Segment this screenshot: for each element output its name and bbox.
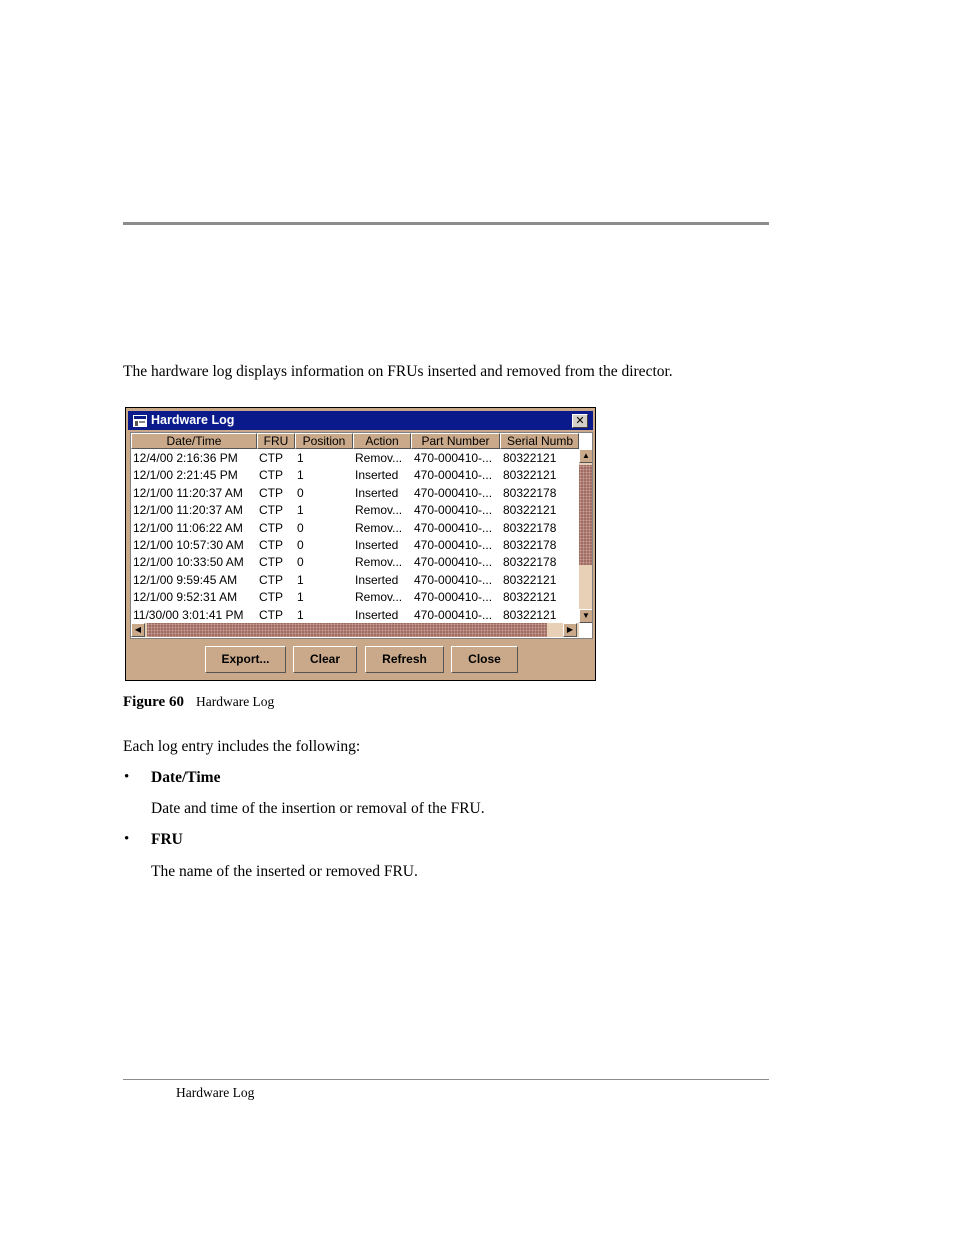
- table-cell: Inserted: [355, 468, 399, 483]
- table-cell: 1: [297, 607, 304, 622]
- table-cell: 11/30/00 3:01:41 PM: [133, 607, 244, 622]
- table-row[interactable]: [131, 572, 579, 589]
- log-table: [130, 432, 593, 639]
- vertical-scrollbar[interactable]: [579, 449, 593, 623]
- table-cell: 0: [297, 520, 304, 535]
- table-cell: CTP: [259, 451, 283, 465]
- table-cell: CTP: [259, 468, 283, 483]
- term-datetime: Date/Time: [151, 769, 221, 786]
- scroll-right-icon[interactable]: ▶: [563, 623, 577, 637]
- scroll-up-icon[interactable]: ▲: [579, 449, 593, 463]
- table-cell: 80322178: [503, 520, 557, 535]
- dialog-title: Hardware Log: [151, 413, 235, 427]
- bullet-icon: •: [124, 769, 130, 785]
- table-cell: 470-000410-...: [414, 555, 493, 570]
- entries-intro: Each log entry includes the following:: [123, 738, 361, 755]
- clear-button[interactable]: Clear: [293, 646, 357, 673]
- table-cell: Remov...: [355, 520, 403, 535]
- table-cell: CTP: [259, 555, 283, 570]
- table-cell: 470-000410-...: [414, 503, 493, 518]
- table-cell: 80322121: [503, 468, 557, 483]
- table-row[interactable]: [131, 520, 579, 537]
- bullet-icon: •: [124, 831, 130, 847]
- table-cell: 470-000410-...: [414, 572, 493, 587]
- table-cell: Remov...: [355, 451, 403, 465]
- table-cell: 470-000410-...: [414, 468, 493, 483]
- table-cell: 80322121: [503, 503, 557, 518]
- table-cell: 470-000410-...: [414, 607, 493, 622]
- table-cell: 80322121: [503, 607, 557, 622]
- table-cell: 0: [297, 485, 304, 500]
- column-header-serial-number[interactable]: Serial Numb: [500, 433, 579, 449]
- export-button[interactable]: Export...: [205, 646, 286, 673]
- footer-rule: [123, 1079, 769, 1080]
- term-fru: FRU: [151, 831, 183, 848]
- table-rows: [131, 450, 579, 624]
- table-cell: 12/1/00 11:20:37 AM: [133, 503, 243, 518]
- intro-paragraph: The hardware log displays information on FRUs inserted and removed from the director.: [123, 363, 673, 380]
- table-cell: 12/1/00 10:33:50 AM: [133, 555, 244, 570]
- table-cell: 470-000410-...: [414, 451, 493, 465]
- table-cell: 0: [297, 537, 304, 552]
- table-row[interactable]: [131, 467, 579, 484]
- table-cell: 470-000410-...: [414, 485, 493, 500]
- hardware-log-dialog: [125, 407, 596, 681]
- close-icon[interactable]: ✕: [572, 414, 588, 428]
- table-row[interactable]: [131, 537, 579, 554]
- column-header-fru[interactable]: FRU: [257, 433, 295, 449]
- table-cell: Inserted: [355, 485, 399, 500]
- vertical-scroll-thumb[interactable]: [579, 465, 593, 565]
- column-header-action[interactable]: Action: [353, 433, 411, 449]
- table-cell: 470-000410-...: [414, 590, 493, 605]
- dialog-titlebar[interactable]: [128, 411, 593, 430]
- table-cell: 80322121: [503, 572, 557, 587]
- table-cell: CTP: [259, 520, 283, 535]
- table-cell: 12/1/00 2:21:45 PM: [133, 468, 238, 483]
- scroll-left-icon[interactable]: ◀: [131, 623, 145, 637]
- table-cell: 470-000410-...: [414, 537, 493, 552]
- table-cell: 12/1/00 9:59:45 AM: [133, 572, 238, 587]
- table-cell: 470-000410-...: [414, 520, 493, 535]
- scroll-down-icon[interactable]: ▼: [579, 609, 593, 623]
- table-cell: Inserted: [355, 607, 399, 622]
- figure-title: Hardware Log: [195, 694, 275, 709]
- table-cell: CTP: [259, 590, 283, 605]
- table-cell: CTP: [259, 572, 283, 587]
- table-row[interactable]: [131, 450, 579, 467]
- header-rule: [123, 222, 769, 225]
- column-header-datetime[interactable]: Date/Time: [131, 433, 257, 449]
- desc-datetime: Date and time of the insertion or removal of the FRU.: [151, 800, 485, 817]
- table-cell: CTP: [259, 537, 283, 552]
- table-cell: 80322121: [503, 451, 557, 465]
- column-header-position[interactable]: Position: [295, 433, 353, 449]
- table-cell: 12/1/00 10:57:30 AM: [133, 537, 244, 552]
- table-row[interactable]: [131, 502, 579, 519]
- close-button[interactable]: Close: [451, 646, 518, 673]
- table-cell: 12/1/00 11:06:22 AM: [133, 520, 243, 535]
- desc-fru: The name of the inserted or removed FRU.: [151, 863, 418, 880]
- table-cell: 0: [297, 555, 304, 570]
- table-cell: Remov...: [355, 503, 403, 518]
- table-cell: CTP: [259, 607, 283, 622]
- table-row[interactable]: [131, 589, 579, 606]
- table-cell: 1: [297, 590, 304, 605]
- table-cell: CTP: [259, 485, 283, 500]
- figure-label: Figure 60: [123, 694, 184, 710]
- horizontal-scrollbar[interactable]: [131, 623, 579, 637]
- table-cell: Inserted: [355, 572, 399, 587]
- table-cell: Remov...: [355, 555, 403, 570]
- table-row[interactable]: [131, 554, 579, 571]
- table-cell: 12/4/00 2:16:36 PM: [133, 451, 238, 465]
- table-cell: CTP: [259, 503, 283, 518]
- refresh-button[interactable]: Refresh: [365, 646, 444, 673]
- table-cell: 80322178: [503, 555, 557, 570]
- figure-caption: [123, 694, 274, 711]
- column-header-part-number[interactable]: Part Number: [411, 433, 500, 449]
- table-cell: 1: [297, 572, 304, 587]
- horizontal-scroll-thumb[interactable]: [147, 623, 547, 637]
- table-cell: 1: [297, 503, 304, 518]
- footer-title: Hardware Log: [176, 1085, 255, 1100]
- table-cell: 1: [297, 451, 304, 465]
- table-row[interactable]: [131, 485, 579, 502]
- table-cell: 12/1/00 9:52:31 AM: [133, 590, 238, 605]
- table-cell: 80322121: [503, 590, 557, 605]
- table-cell: 1: [297, 468, 304, 483]
- table-cell: 80322178: [503, 537, 557, 552]
- table-cell: Inserted: [355, 537, 399, 552]
- table-cell: 12/1/00 11:20:37 AM: [133, 485, 243, 500]
- table-cell: 80322178: [503, 485, 557, 500]
- table-cell: Remov...: [355, 590, 403, 605]
- table-row[interactable]: [131, 607, 579, 624]
- window-icon: [133, 415, 147, 427]
